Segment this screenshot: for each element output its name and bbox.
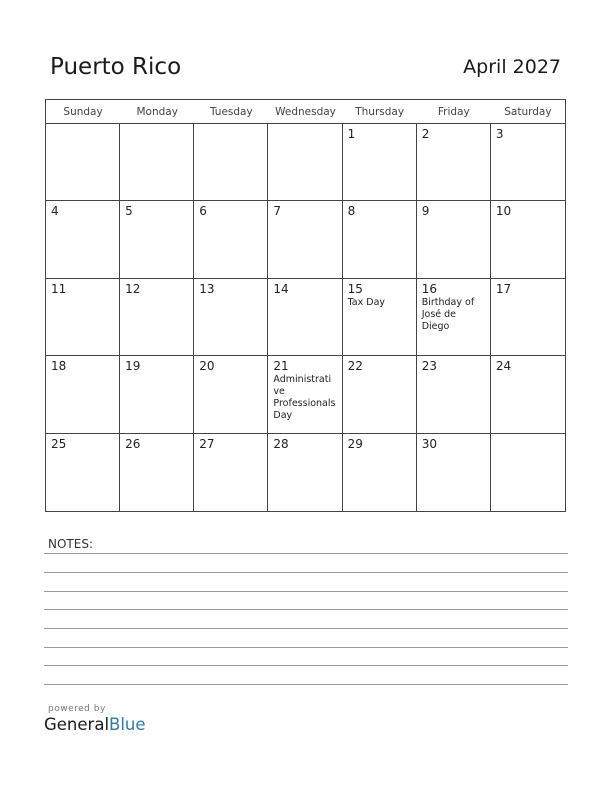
day-number: 7 bbox=[273, 204, 282, 219]
day-number: 14 bbox=[273, 281, 289, 296]
day-cell bbox=[268, 201, 342, 278]
day-number: 3 bbox=[495, 127, 504, 141]
day-cell bbox=[417, 279, 491, 356]
day-cell bbox=[268, 124, 342, 201]
day-cell bbox=[268, 434, 342, 511]
day-number: 22 bbox=[347, 359, 363, 374]
day-cell bbox=[46, 356, 120, 433]
day-cell bbox=[417, 356, 491, 433]
day-cell bbox=[120, 201, 194, 278]
day-cell bbox=[417, 434, 491, 511]
notes-label: NOTES: bbox=[48, 537, 93, 551]
day-cell bbox=[343, 201, 417, 278]
day-number: 19 bbox=[125, 359, 141, 374]
day-number: 16 bbox=[421, 281, 437, 296]
weekday-thursday: Thursday bbox=[355, 106, 405, 118]
day-cell bbox=[120, 279, 194, 356]
day-cell bbox=[194, 434, 268, 511]
note-line bbox=[44, 609, 568, 610]
note-line bbox=[44, 628, 568, 629]
day-number: 8 bbox=[347, 204, 356, 219]
day-number: 28 bbox=[273, 436, 289, 451]
day-cells bbox=[46, 124, 565, 511]
day-cell bbox=[120, 434, 194, 511]
holiday-event: Birthday of José de Diego bbox=[421, 296, 475, 332]
holiday-event: Tax Day bbox=[347, 296, 386, 308]
note-line bbox=[44, 647, 568, 648]
day-cell bbox=[46, 201, 120, 278]
day-number: 20 bbox=[199, 359, 215, 374]
weekday-friday: Friday bbox=[437, 106, 470, 118]
day-cell bbox=[268, 279, 342, 356]
day-cell bbox=[46, 279, 120, 356]
day-number: 4 bbox=[51, 204, 59, 219]
day-number: 9 bbox=[421, 204, 430, 219]
day-cell bbox=[491, 201, 565, 278]
generalblue-logo bbox=[44, 704, 146, 734]
weekday-wednesday: Wednesday bbox=[275, 106, 336, 118]
note-line bbox=[44, 553, 568, 554]
day-cell bbox=[194, 279, 268, 356]
day-number: 10 bbox=[495, 204, 512, 219]
day-cell bbox=[491, 356, 565, 433]
brand-name-general: General bbox=[44, 715, 110, 734]
day-number: 15 bbox=[347, 281, 363, 296]
day-cell bbox=[343, 124, 417, 201]
day-cell bbox=[268, 356, 342, 433]
note-line bbox=[44, 591, 568, 592]
day-number: 2 bbox=[421, 127, 430, 141]
day-number: 17 bbox=[495, 281, 512, 296]
day-cell bbox=[194, 201, 268, 278]
brand-name-blue: Blue bbox=[109, 715, 146, 734]
powered-by-text: powered by bbox=[48, 704, 106, 714]
day-number: 11 bbox=[51, 281, 67, 296]
weekday-sunday: Sunday bbox=[63, 106, 103, 118]
day-cell bbox=[417, 124, 491, 201]
day-cell bbox=[194, 124, 268, 201]
day-cell bbox=[120, 124, 194, 201]
day-number: 29 bbox=[347, 436, 363, 451]
weekday-tuesday: Tuesday bbox=[209, 106, 253, 118]
day-number: 5 bbox=[125, 204, 133, 219]
day-number: 1 bbox=[347, 127, 356, 141]
day-number: 30 bbox=[421, 436, 437, 451]
day-cell bbox=[343, 434, 417, 511]
country-title: Puerto Rico bbox=[50, 54, 182, 80]
day-number: 27 bbox=[199, 436, 215, 451]
weekday-saturday: Saturday bbox=[504, 106, 552, 118]
day-cell bbox=[120, 356, 194, 433]
day-number: 24 bbox=[495, 359, 512, 374]
weekday-monday: Monday bbox=[136, 106, 178, 118]
month-year-title: April 2027 bbox=[463, 56, 561, 78]
day-cell bbox=[343, 356, 417, 433]
day-number: 18 bbox=[51, 359, 67, 374]
holiday-event: Administrative Professionals Day bbox=[273, 374, 336, 422]
day-cell bbox=[194, 356, 268, 433]
calendar-grid bbox=[45, 99, 566, 512]
day-number: 23 bbox=[421, 359, 437, 374]
note-line bbox=[44, 665, 568, 666]
day-cell bbox=[491, 434, 565, 511]
day-cell bbox=[491, 124, 565, 201]
day-cell bbox=[491, 279, 565, 356]
day-number: 21 bbox=[273, 359, 289, 374]
day-number: 26 bbox=[125, 436, 141, 451]
day-number: 12 bbox=[125, 281, 141, 296]
day-cell bbox=[343, 279, 417, 356]
day-cell bbox=[46, 434, 120, 511]
day-cell bbox=[46, 124, 120, 201]
day-number: 13 bbox=[199, 281, 215, 296]
brand-name bbox=[44, 715, 146, 734]
note-line bbox=[44, 572, 568, 573]
weekday-header-row bbox=[46, 100, 565, 124]
day-cell bbox=[417, 201, 491, 278]
day-number: 6 bbox=[199, 204, 207, 219]
day-number: 25 bbox=[51, 436, 67, 451]
note-line bbox=[44, 684, 568, 685]
